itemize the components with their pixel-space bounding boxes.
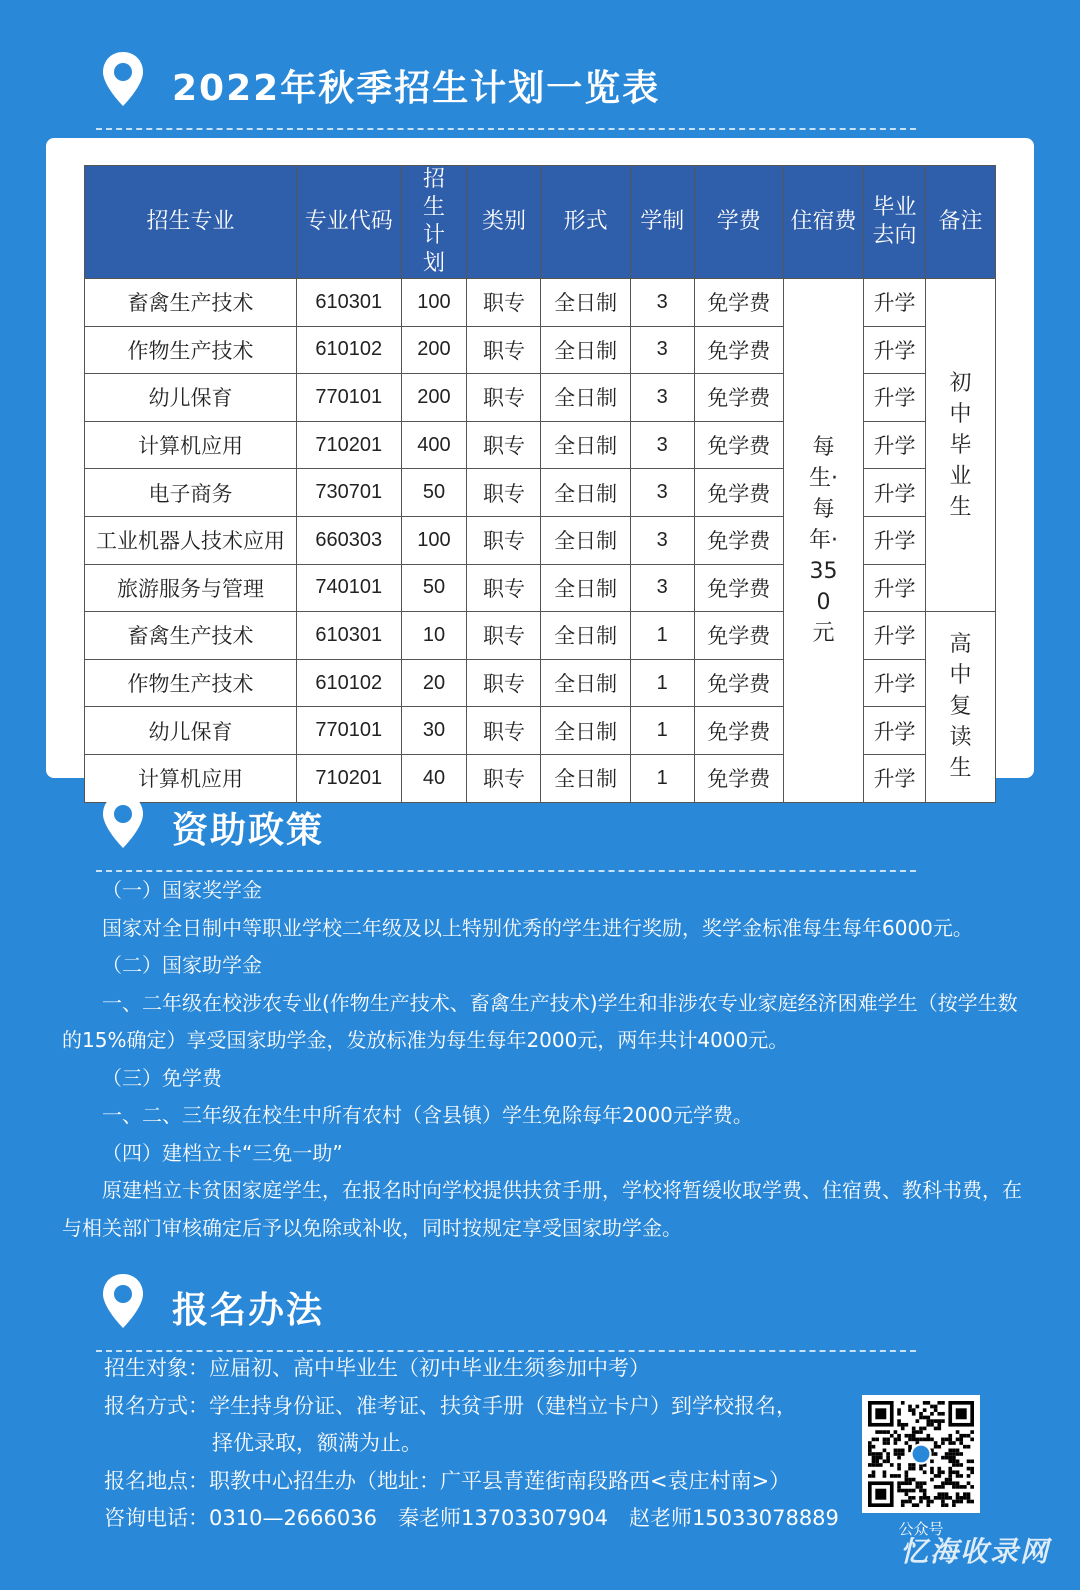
header-years: 学制 <box>630 166 694 279</box>
cell-years: 1 <box>630 707 694 755</box>
enrollment-table <box>84 165 996 803</box>
cell-lodging-merged: 每生·每年·350元 <box>783 279 863 803</box>
cell-note-junior: 初中毕业生 <box>925 279 995 612</box>
cell-fee: 免学费 <box>694 516 783 564</box>
cell-code: 740101 <box>297 564 401 612</box>
cell-type: 职专 <box>467 707 541 755</box>
cell-years: 3 <box>630 516 694 564</box>
cell-fee: 免学费 <box>694 374 783 422</box>
cell-form: 全日制 <box>541 516 630 564</box>
cell-years: 1 <box>630 754 694 802</box>
signup-info <box>104 1350 844 1538</box>
cell-code: 610301 <box>297 612 401 660</box>
cell-form: 全日制 <box>541 421 630 469</box>
header-major: 招生专业 <box>85 166 297 279</box>
cell-form: 全日制 <box>541 374 630 422</box>
cell-years: 1 <box>630 659 694 707</box>
header-plan: 招生计划 <box>401 166 467 279</box>
cell-destination: 升学 <box>864 516 926 564</box>
cell-major: 作物生产技术 <box>85 326 297 374</box>
cell-major: 作物生产技术 <box>85 659 297 707</box>
cell-years: 3 <box>630 421 694 469</box>
enrollment-table-card <box>46 138 1034 792</box>
aid-heading-poverty: （四）建档立卡“三免一助” <box>102 1140 343 1165</box>
cell-type: 职专 <box>467 421 541 469</box>
cell-type: 职专 <box>467 374 541 422</box>
aid-paragraph-scholarship: 国家对全日制中等职业学校二年级及以上特别优秀的学生进行奖励，奖学金标准每生每年6000元。 <box>102 915 973 940</box>
cell-type: 职专 <box>467 516 541 564</box>
aid-heading-tuition: （三）免学费 <box>102 1065 222 1090</box>
cell-destination: 升学 <box>864 564 926 612</box>
cell-destination: 升学 <box>864 279 926 327</box>
cell-code: 770101 <box>297 707 401 755</box>
aid-paragraph-poverty: 原建档立卡贫困家庭学生，在报名时向学校提供扶贫手册，学校将暂缓收取学费、住宿费、教科书费，在与相关部门审核确定后予以免除或补收，同时按规定享受国家助学金。 <box>62 1178 1022 1240</box>
plan-title: 2022年秋季招生计划一览表 <box>172 68 661 109</box>
cell-plan: 200 <box>401 326 467 374</box>
cell-major: 电子商务 <box>85 469 297 517</box>
cell-plan: 50 <box>401 564 467 612</box>
cell-major: 幼儿保育 <box>85 374 297 422</box>
watermark-logo: 忆海收录网 <box>899 1535 1050 1568</box>
cell-years: 3 <box>630 279 694 327</box>
cell-type: 职专 <box>467 279 541 327</box>
aid-heading-scholarship: （一）国家奖学金 <box>102 878 262 902</box>
section-heading-plan <box>96 50 916 130</box>
cell-form: 全日制 <box>541 754 630 802</box>
cell-form: 全日制 <box>541 659 630 707</box>
signup-place: 报名地点： 职教中心招生办（地址：广平县青莲街南段路西<袁庄村南>） <box>104 1468 791 1493</box>
qr-code-pattern <box>868 1401 974 1507</box>
section-heading-signup <box>96 1272 916 1352</box>
table-header-row <box>85 166 996 279</box>
signup-phone: 咨询电话： 0310—2666036 秦老师13703307904 赵老师15033078889 <box>104 1506 839 1530</box>
cell-form: 全日制 <box>541 279 630 327</box>
cell-major: 幼儿保育 <box>85 707 297 755</box>
cell-years: 3 <box>630 564 694 612</box>
cell-code: 610102 <box>297 326 401 374</box>
location-pin-icon <box>100 50 146 110</box>
header-code: 专业代码 <box>297 166 401 279</box>
cell-form: 全日制 <box>541 564 630 612</box>
cell-years: 3 <box>630 469 694 517</box>
cell-plan: 200 <box>401 374 467 422</box>
cell-destination: 升学 <box>864 754 926 802</box>
cell-major: 畜禽生产技术 <box>85 279 297 327</box>
cell-type: 职专 <box>467 659 541 707</box>
cell-plan: 400 <box>401 421 467 469</box>
cell-form: 全日制 <box>541 612 630 660</box>
cell-fee: 免学费 <box>694 326 783 374</box>
cell-type: 职专 <box>467 326 541 374</box>
cell-fee: 免学费 <box>694 421 783 469</box>
cell-destination: 升学 <box>864 421 926 469</box>
cell-type: 职专 <box>467 469 541 517</box>
header-form: 形式 <box>541 166 630 279</box>
header-note: 备注 <box>925 166 995 279</box>
cell-fee: 免学费 <box>694 564 783 612</box>
cell-type: 职专 <box>467 754 541 802</box>
cell-destination: 升学 <box>864 707 926 755</box>
aid-policy-text <box>62 872 1022 1247</box>
cell-destination: 升学 <box>864 659 926 707</box>
cell-fee: 免学费 <box>694 754 783 802</box>
qr-code-icon[interactable] <box>862 1395 980 1513</box>
cell-major: 旅游服务与管理 <box>85 564 297 612</box>
cell-fee: 免学费 <box>694 612 783 660</box>
cell-plan: 20 <box>401 659 467 707</box>
cell-fee: 免学费 <box>694 469 783 517</box>
cell-major: 工业机器人技术应用 <box>85 516 297 564</box>
cell-plan: 40 <box>401 754 467 802</box>
cell-code: 730701 <box>297 469 401 517</box>
cell-form: 全日制 <box>541 469 630 517</box>
cell-code: 660303 <box>297 516 401 564</box>
qr-caption: 公众号 <box>898 1520 944 1538</box>
aid-paragraph-tuition: 一、二、三年级在校生中所有农村（含县镇）学生免除每年2000元学费。 <box>102 1103 753 1127</box>
cell-plan: 10 <box>401 612 467 660</box>
header-fee: 学费 <box>694 166 783 279</box>
cell-code: 710201 <box>297 421 401 469</box>
cell-code: 770101 <box>297 374 401 422</box>
cell-plan: 100 <box>401 279 467 327</box>
cell-major: 畜禽生产技术 <box>85 612 297 660</box>
cell-code: 710201 <box>297 754 401 802</box>
table-row <box>85 279 996 327</box>
cell-years: 1 <box>630 612 694 660</box>
cell-destination: 升学 <box>864 469 926 517</box>
divider <box>96 128 916 130</box>
cell-note-senior: 高中复读生 <box>925 612 995 802</box>
cell-major: 计算机应用 <box>85 754 297 802</box>
cell-form: 全日制 <box>541 326 630 374</box>
signup-method-cont: 择优录取，额满为止。 <box>212 1431 422 1455</box>
cell-years: 3 <box>630 326 694 374</box>
aid-title: 资助政策 <box>172 810 325 851</box>
section-heading-aid <box>96 792 916 872</box>
cell-years: 3 <box>630 374 694 422</box>
cell-destination: 升学 <box>864 612 926 660</box>
location-pin-icon <box>100 792 146 852</box>
signup-method: 报名方式： 学生持身份证、准考证、扶贫手册（建档立卡户）到学校报名， <box>104 1393 797 1418</box>
cell-form: 全日制 <box>541 707 630 755</box>
header-lodging: 住宿费 <box>783 166 863 279</box>
aid-heading-grant: （二）国家助学金 <box>102 953 262 977</box>
cell-code: 610102 <box>297 659 401 707</box>
cell-major: 计算机应用 <box>85 421 297 469</box>
cell-plan: 100 <box>401 516 467 564</box>
cell-destination: 升学 <box>864 374 926 422</box>
aid-paragraph-grant: 一、二年级在校涉农专业(作物生产技术、畜禽生产技术)学生和非涉农专业家庭经济困难学生（按学生数的15%确定）享受国家助学金，发放标准为每生每年2000元，两年共计4000元。 <box>62 990 1018 1052</box>
header-destination: 毕业去向 <box>864 166 926 279</box>
signup-title: 报名办法 <box>172 1290 325 1331</box>
cell-code: 610301 <box>297 279 401 327</box>
cell-plan: 30 <box>401 707 467 755</box>
cell-type: 职专 <box>467 564 541 612</box>
location-pin-icon <box>100 1272 146 1332</box>
cell-fee: 免学费 <box>694 659 783 707</box>
cell-destination: 升学 <box>864 326 926 374</box>
cell-plan: 50 <box>401 469 467 517</box>
signup-target: 招生对象： 应届初、高中毕业生（初中毕业生须参加中考） <box>104 1356 650 1380</box>
cell-fee: 免学费 <box>694 279 783 327</box>
cell-type: 职专 <box>467 612 541 660</box>
header-type: 类别 <box>467 166 541 279</box>
cell-fee: 免学费 <box>694 707 783 755</box>
